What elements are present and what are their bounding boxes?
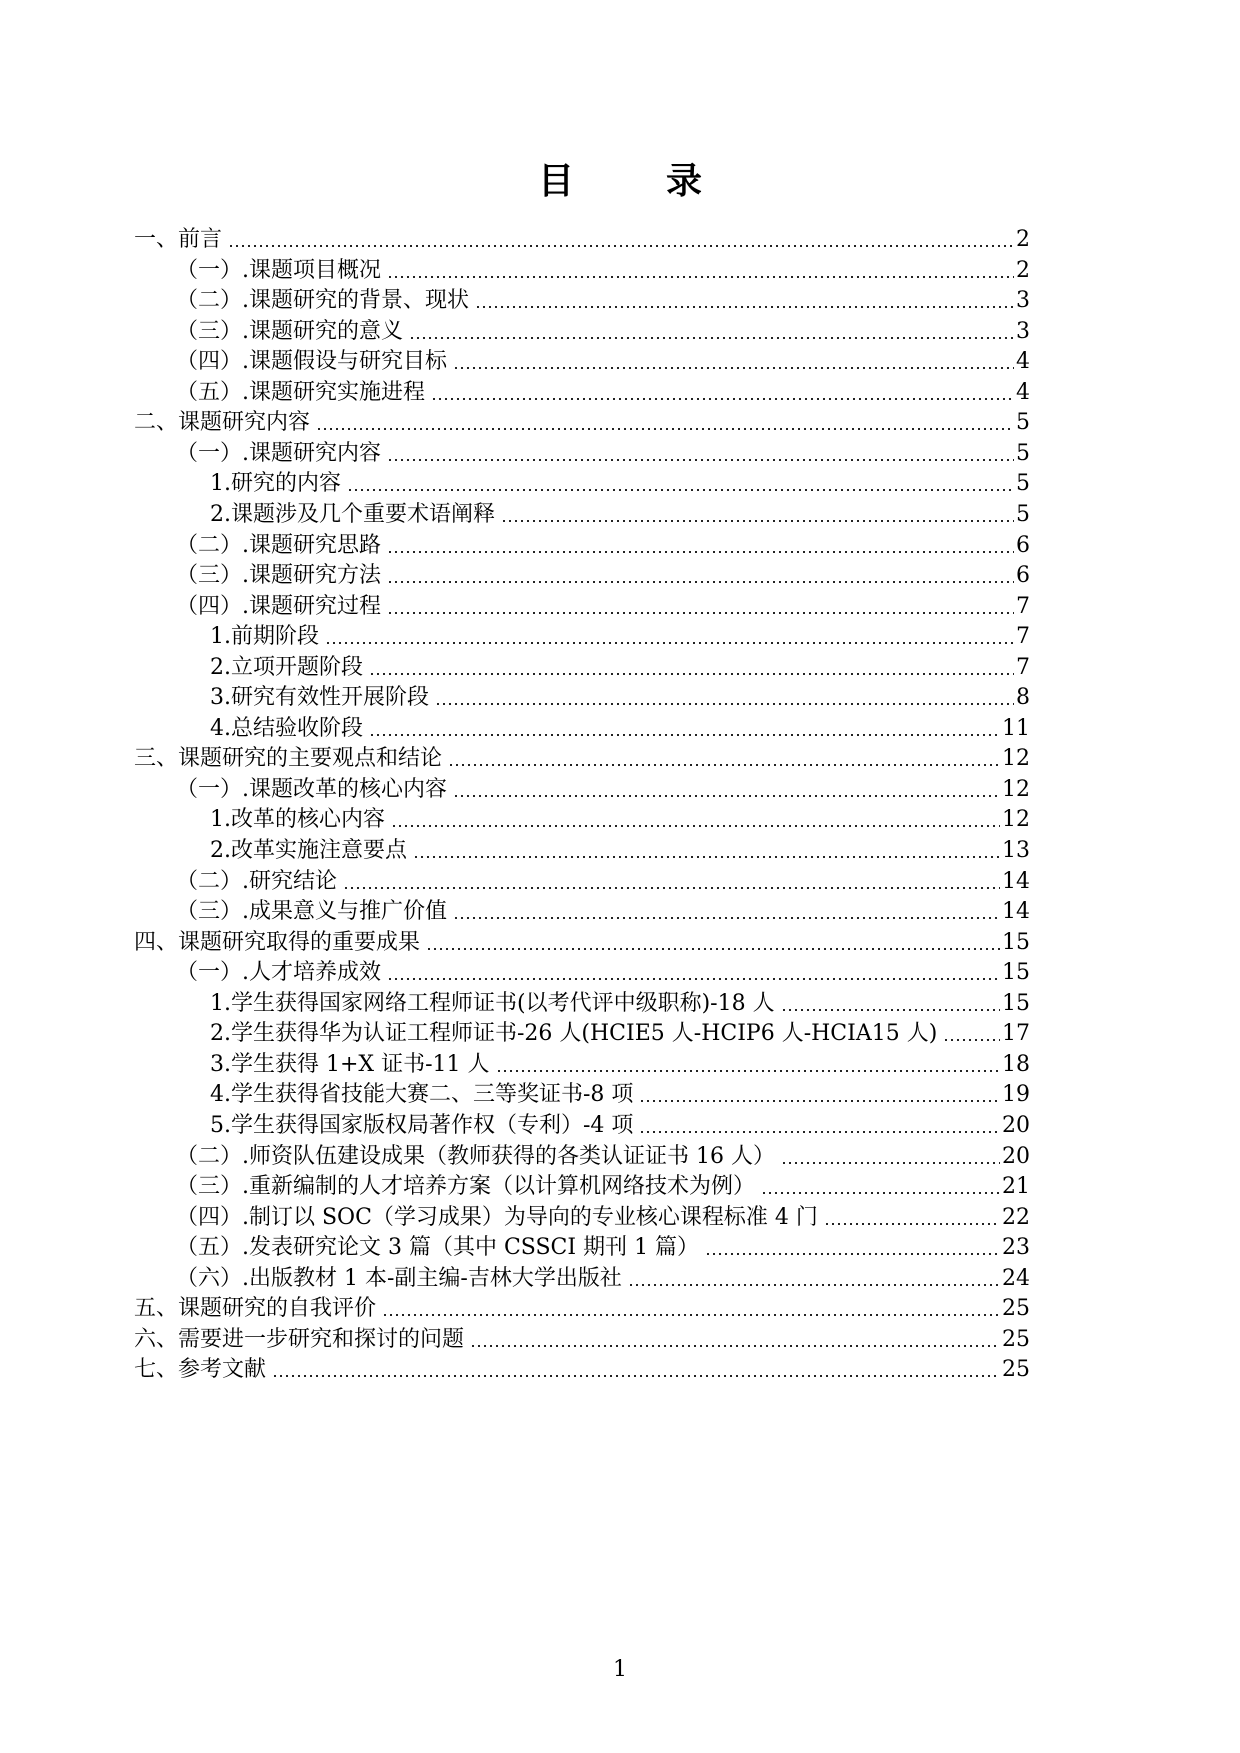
toc-entry-page: 5: [1016, 410, 1030, 435]
toc-entry[interactable]: [176, 1171, 1030, 1201]
toc-entry-title: （一）.课题研究内容: [176, 441, 381, 466]
toc-entry-title: （一）.课题项目概况: [176, 258, 381, 283]
toc-entry-title: （四）.制订以 SOC（学习成果）为导向的专业核心课程标准 4 门: [176, 1205, 818, 1230]
toc-entry[interactable]: [176, 316, 1030, 346]
toc-entry-page: 25: [1002, 1357, 1030, 1382]
toc-entry[interactable]: [210, 499, 1030, 529]
toc-dot-leader: [391, 825, 1000, 827]
toc-entry-title: 一、前言: [134, 227, 223, 252]
toc-entry[interactable]: [210, 1110, 1030, 1140]
toc-dot-leader: [761, 1192, 1000, 1194]
toc-dot-leader: [475, 306, 1014, 308]
toc-entry-title: 三、课题研究的主要观点和结论: [134, 746, 443, 771]
toc-dot-leader: [369, 734, 1000, 736]
toc-entry-page: 24: [1002, 1266, 1030, 1291]
toc-dot-leader: [272, 1375, 1000, 1377]
toc-entry-title: 2.改革实施注意要点: [210, 838, 407, 863]
toc-entry-page: 7: [1016, 594, 1030, 619]
toc-entry[interactable]: [176, 774, 1030, 804]
toc-entry-page: 11: [1002, 716, 1030, 741]
toc-entry-title: 1.学生获得国家网络工程师证书(以考代评中级职称)-18 人: [210, 991, 775, 1016]
toc-entry[interactable]: [210, 621, 1030, 651]
toc-entry-page: 3: [1016, 319, 1030, 344]
toc-entry-title: （三）.课题研究方法: [176, 563, 381, 588]
toc-entry[interactable]: [176, 530, 1030, 560]
toc-entry-title: 2.课题涉及几个重要术语阐释: [210, 502, 495, 527]
toc-entry[interactable]: [176, 438, 1030, 468]
toc-entry-page: 2: [1016, 227, 1030, 252]
toc-dot-leader: [409, 337, 1014, 339]
toc-entry-title: （二）.研究结论: [176, 869, 337, 894]
toc-entry-page: 25: [1002, 1327, 1030, 1352]
toc-dot-leader: [382, 1314, 1000, 1316]
toc-entry-page: 7: [1016, 655, 1030, 680]
toc-entry-title: 七、参考文献: [134, 1357, 267, 1382]
toc-entry-page: 12: [1002, 777, 1030, 802]
toc-dot-leader: [387, 612, 1014, 614]
toc-entry[interactable]: [176, 591, 1030, 621]
toc-entry-title: （三）.重新编制的人才培养方案（以计算机网络技术为例）: [176, 1174, 755, 1199]
toc-dot-leader: [824, 1223, 1000, 1225]
toc-dot-leader: [387, 276, 1014, 278]
toc-entry-title: （二）.课题研究思路: [176, 533, 381, 558]
toc-entry-page: 19: [1002, 1082, 1030, 1107]
toc-dot-leader: [628, 1284, 1000, 1286]
toc-entry[interactable]: [210, 713, 1030, 743]
toc-entry-title: （五）.课题研究实施进程: [176, 380, 425, 405]
toc-dot-leader: [387, 459, 1014, 461]
toc-entry-page: 23: [1002, 1235, 1030, 1260]
toc-entry[interactable]: [176, 560, 1030, 590]
toc-dot-leader: [453, 795, 1000, 797]
toc-entry-page: 5: [1016, 441, 1030, 466]
toc-entry[interactable]: [176, 1141, 1030, 1171]
toc-dot-leader: [781, 1162, 1000, 1164]
toc-entry-title: 4.总结验收阶段: [210, 716, 363, 741]
toc-entry-page: 21: [1002, 1174, 1030, 1199]
toc-dot-leader: [501, 520, 1014, 522]
toc-dot-leader: [453, 917, 1000, 919]
toc-entry[interactable]: [176, 377, 1030, 407]
toc-entry[interactable]: [176, 957, 1030, 987]
toc-entry[interactable]: [210, 804, 1030, 834]
toc-entry-page: 15: [1002, 960, 1030, 985]
toc-entry-page: 20: [1002, 1113, 1030, 1138]
toc-entry-title: 2.立项开题阶段: [210, 655, 363, 680]
toc-entry-page: 15: [1002, 930, 1030, 955]
toc-entry-title: 六、需要进一步研究和探讨的问题: [134, 1327, 465, 1352]
toc-dot-leader: [435, 703, 1014, 705]
toc-entry-title: （四）.课题研究过程: [176, 594, 381, 619]
toc-entry-title: （二）.师资队伍建设成果（教师获得的各类认证证书 16 人）: [176, 1144, 775, 1169]
toc-entry-page: 13: [1002, 838, 1030, 863]
toc-entry[interactable]: [210, 1018, 1030, 1048]
toc-entry[interactable]: [176, 1263, 1030, 1293]
toc-entry-title: （五）.发表研究论文 3 篇（其中 CSSCI 期刊 1 篇）: [176, 1235, 700, 1260]
toc-entry-title: 1.研究的内容: [210, 471, 341, 496]
toc-entry-title: 3.学生获得 1+X 证书-11 人: [210, 1052, 490, 1077]
toc-entry-page: 12: [1002, 807, 1030, 832]
page-number: 1: [613, 1657, 627, 1682]
toc-entry-page: 12: [1002, 746, 1030, 771]
toc-entry-page: 2: [1016, 258, 1030, 283]
toc-dot-leader: [387, 978, 1000, 980]
toc-entry-page: 22: [1002, 1205, 1030, 1230]
toc-dot-leader: [781, 1009, 1000, 1011]
toc-entry[interactable]: [176, 1202, 1030, 1232]
toc-dot-leader: [943, 1039, 1000, 1041]
toc-dot-leader: [639, 1131, 1000, 1133]
toc-entry[interactable]: [134, 1324, 1030, 1354]
toc-dot-leader: [387, 551, 1014, 553]
toc-entry-page: 4: [1016, 380, 1030, 405]
toc-entry-title: 二、课题研究内容: [134, 410, 311, 435]
toc-entry[interactable]: [134, 743, 1030, 773]
toc-entry-title: （六）.出版教材 1 本-副主编-吉林大学出版社: [176, 1266, 622, 1291]
toc-dot-leader: [387, 581, 1014, 583]
toc-dot-leader: [413, 856, 1000, 858]
toc-entry-page: 14: [1002, 869, 1030, 894]
toc-dot-leader: [470, 1345, 1000, 1347]
toc-entry[interactable]: [176, 285, 1030, 315]
toc-entry-page: 5: [1016, 471, 1030, 496]
toc-entry-page: 17: [1002, 1021, 1030, 1046]
toc-entry[interactable]: [210, 652, 1030, 682]
toc-entry-page: 4: [1016, 349, 1030, 374]
toc-entry-page: 20: [1002, 1144, 1030, 1169]
toc-entry[interactable]: [210, 468, 1030, 498]
toc-entry[interactable]: [210, 1079, 1030, 1109]
toc-entry[interactable]: [134, 1293, 1030, 1323]
toc-entry-title: 五、课题研究的自我评价: [134, 1296, 377, 1321]
toc-entry-page: 3: [1016, 288, 1030, 313]
toc-entry[interactable]: [210, 682, 1030, 712]
toc-entry-title: （一）.课题改革的核心内容: [176, 777, 447, 802]
toc-entry-title: （三）.成果意义与推广价值: [176, 899, 447, 924]
toc-dot-leader: [426, 948, 1000, 950]
toc-entry-page: 25: [1002, 1296, 1030, 1321]
toc-entry-page: 14: [1002, 899, 1030, 924]
toc-entry[interactable]: [134, 224, 1030, 254]
toc-entry[interactable]: [210, 835, 1030, 865]
toc-entry-title: 3.研究有效性开展阶段: [210, 685, 429, 710]
toc-entry-page: 5: [1016, 502, 1030, 527]
toc-entry[interactable]: [134, 927, 1030, 957]
toc-entry[interactable]: [176, 1232, 1030, 1262]
toc-dot-leader: [347, 489, 1014, 491]
toc-entry[interactable]: [176, 866, 1030, 896]
toc-dot-leader: [369, 673, 1014, 675]
toc-entry[interactable]: [134, 407, 1030, 437]
toc-dot-leader: [496, 1070, 1001, 1072]
toc-dot-leader: [431, 398, 1014, 400]
toc-entry-title: 1.改革的核心内容: [210, 807, 385, 832]
toc-entry-title: 四、课题研究取得的重要成果: [134, 930, 421, 955]
toc-entry-page: 7: [1016, 624, 1030, 649]
toc-entry-title: （一）.人才培养成效: [176, 960, 381, 985]
toc-dot-leader: [228, 245, 1014, 247]
toc-entry-title: 4.学生获得省技能大赛二、三等奖证书-8 项: [210, 1082, 634, 1107]
toc-dot-leader: [453, 367, 1014, 369]
toc-entry[interactable]: [210, 1049, 1030, 1079]
toc-entry[interactable]: [176, 896, 1030, 926]
toc-entry-title: （四）.课题假设与研究目标: [176, 349, 447, 374]
toc-entry-title: 1.前期阶段: [210, 624, 319, 649]
toc-dot-leader: [325, 642, 1014, 644]
toc-entry[interactable]: [176, 346, 1030, 376]
page-title: 目录: [537, 161, 794, 202]
toc-dot-leader: [448, 764, 1000, 766]
toc-entry-page: 18: [1002, 1052, 1030, 1077]
toc-entry-title: 2.学生获得华为认证工程师证书-26 人(HCIE5 人-HCIP6 人-HCIA15 人): [210, 1021, 938, 1046]
toc-entry-page: 6: [1016, 533, 1030, 558]
toc-dot-leader: [343, 887, 1000, 889]
toc-entry-page: 15: [1002, 991, 1030, 1016]
toc-entry[interactable]: [176, 255, 1030, 285]
toc-entry[interactable]: [210, 988, 1030, 1018]
toc-entry-title: 5.学生获得国家版权局著作权（专利）-4 项: [210, 1113, 634, 1138]
toc-entry-title: （三）.课题研究的意义: [176, 319, 403, 344]
toc-dot-leader: [705, 1253, 1000, 1255]
toc-entry-page: 8: [1016, 685, 1030, 710]
toc-dot-leader: [316, 428, 1014, 430]
toc-dot-leader: [639, 1100, 1000, 1102]
toc-entry[interactable]: [134, 1354, 1030, 1384]
toc-entry-page: 6: [1016, 563, 1030, 588]
toc-entry-title: （二）.课题研究的背景、现状: [176, 288, 469, 313]
